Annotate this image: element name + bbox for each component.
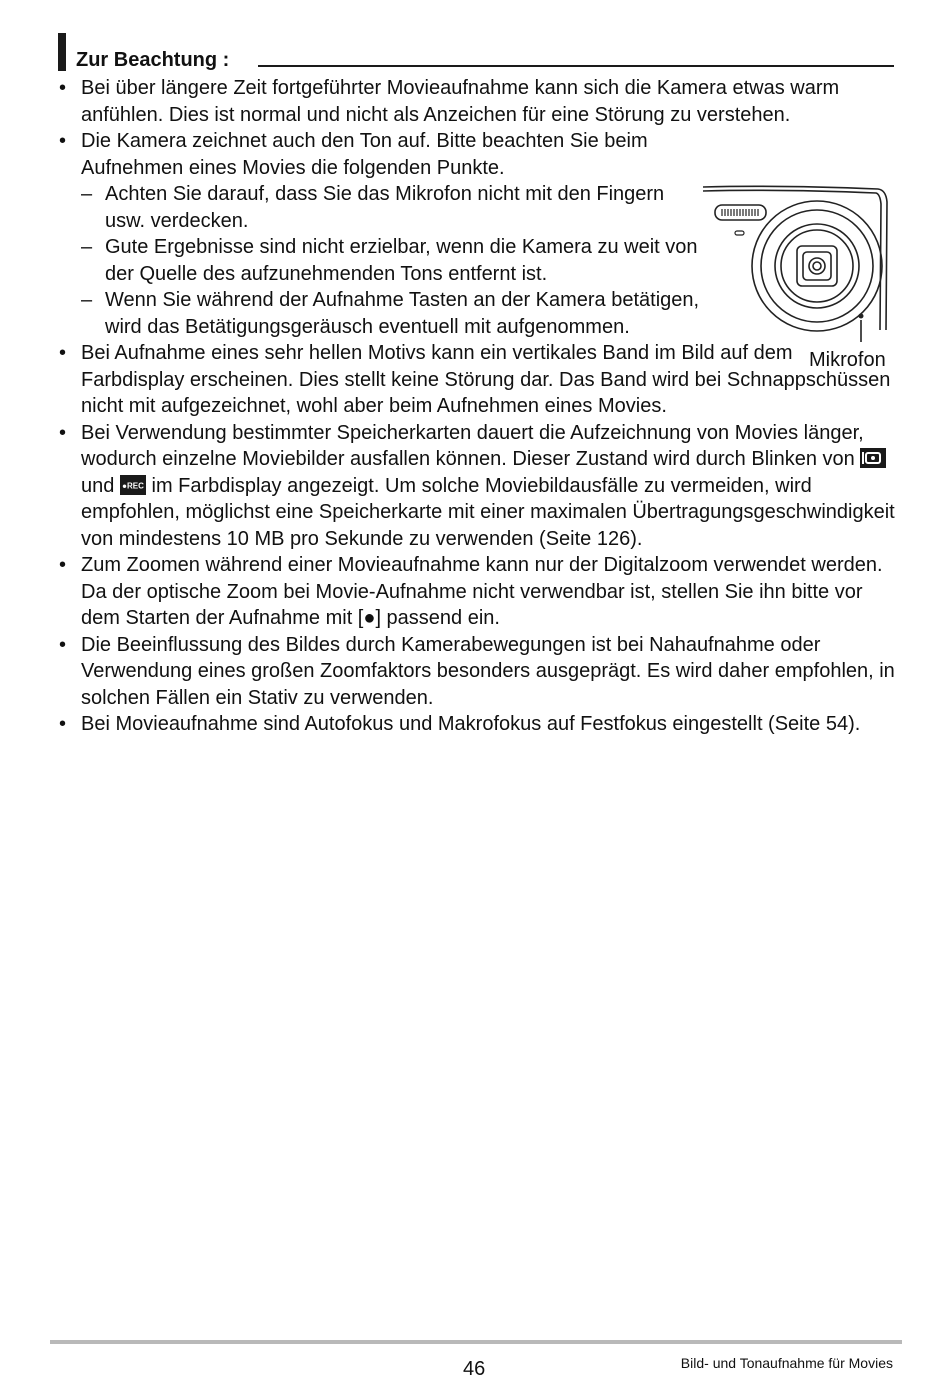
list-item — [56, 632, 896, 712]
camera-illustration — [700, 182, 894, 342]
note-text: Bei über längere Zeit fortgeführter Movieaufnahme kann sich die Kamera etwas warm anfühlen. Dies ist normal und nicht als Anzeichen für eine Störung zu verstehen. — [81, 77, 840, 126]
list-item — [56, 75, 896, 128]
sub-note-text: Gute Ergebnisse sind nicht erzielbar, wenn die Kamera zu weit von der Quelle des aufzunehmenden Tons entfernt ist. — [105, 236, 698, 285]
list-item — [56, 552, 896, 632]
speaker-grille — [722, 209, 758, 216]
list-item — [56, 340, 896, 420]
dash-mark: – — [81, 183, 93, 205]
note-text: und — [81, 474, 115, 497]
note-text: Bei Verwendung bestimmter Speicherkarten dauert die Aufzeichnung von Movies länger, wodurch einzelne Moviebilder ausfallen können. Dieser Zustand wird durch Blinken von — [81, 421, 864, 470]
list-item — [56, 420, 896, 553]
note-text: Bei Movieaufnahme sind Autofokus und Makrofokus auf Festfokus eingestellt (Seite 54). — [81, 713, 861, 735]
dash-mark: – — [81, 289, 93, 311]
note-text: Bei Aufnahme eines sehr hellen Motivs kann ein vertikales Band im Bild auf dem Farbdisplay erscheinen. Dies stellt keine Störung dar. Das Band wird bei Schnappschüssen nicht mit aufgezeichnet, wohl aber beim Aufnehmen eines Movies. — [81, 342, 891, 417]
bullet-mark: • — [59, 421, 67, 444]
note-text: Die Kamera zeichnet auch den Ton auf. Bitte beachten Sie beim Aufnehmen eines Movies die folgenden Punkte. — [81, 130, 648, 179]
note-text: im Farbdisplay angezeigt. Um solche Moviebildausfälle zu vermeiden, wird empfohlen, möglichst eine Speicherkarte mit einer maximalen Übertragungsgeschwindigkeit von mindestens 10 MB pro Sekunde zu verwenden (Seite 126). — [81, 474, 895, 550]
bullet-mark: • — [59, 633, 67, 656]
footer-rule — [50, 1340, 902, 1344]
note-text: Die Beeinflussung des Bildes durch Kamerabewegungen ist bei Nahaufnahme oder Verwendung eines großen Zoomfaktors besonders ausgeprägt. Es wird daher empfohlen, in solchen Fällen ein Stativ zu verwenden. — [81, 633, 895, 709]
note-text: Zum Zoomen während einer Movieaufnahme kann nur der Digitalzoom verwendet werden. Da der optische Zoom bei Movie-Aufnahme nicht verwendbar ist, stellen Sie ihn bitte vor dem Starten der Aufnahme mit [●] passend ein. — [81, 554, 883, 629]
bullet-mark: • — [59, 713, 67, 735]
microphone-hole — [859, 314, 864, 319]
bullet-mark: • — [59, 130, 67, 152]
list-item — [56, 128, 681, 181]
section-heading: Zur Beachtung : — [76, 49, 230, 71]
dash-mark: – — [81, 236, 93, 258]
notes-list — [56, 75, 896, 738]
sub-list-item — [56, 287, 705, 340]
footer-section-title: Bild- und Tonaufnahme für Movies — [680, 1355, 893, 1371]
bullet-mark: • — [59, 77, 67, 99]
microphone-label: Mikrofon — [809, 349, 886, 371]
rec-icon — [120, 475, 146, 495]
rec-icon-text: ●REC — [122, 481, 144, 490]
sub-list-item — [56, 181, 705, 234]
page-number: 46 — [463, 1358, 486, 1380]
sub-note-text: Wenn Sie während der Aufnahme Tasten an der Kamera betätigen, wird das Betätigungsgeräusch eventuell mit aufgenommen. — [105, 289, 700, 338]
movie-mode-icon — [860, 448, 886, 468]
indicator-lamp — [735, 231, 744, 235]
bullet-mark: • — [59, 554, 67, 576]
list-item — [56, 711, 896, 738]
bullet-mark: • — [59, 342, 67, 364]
sub-list-item — [56, 234, 730, 287]
heading-rule — [258, 65, 894, 67]
heading-bar — [58, 33, 66, 71]
sub-note-text: Achten Sie darauf, dass Sie das Mikrofon nicht mit den Fingern usw. verdecken. — [105, 183, 665, 232]
